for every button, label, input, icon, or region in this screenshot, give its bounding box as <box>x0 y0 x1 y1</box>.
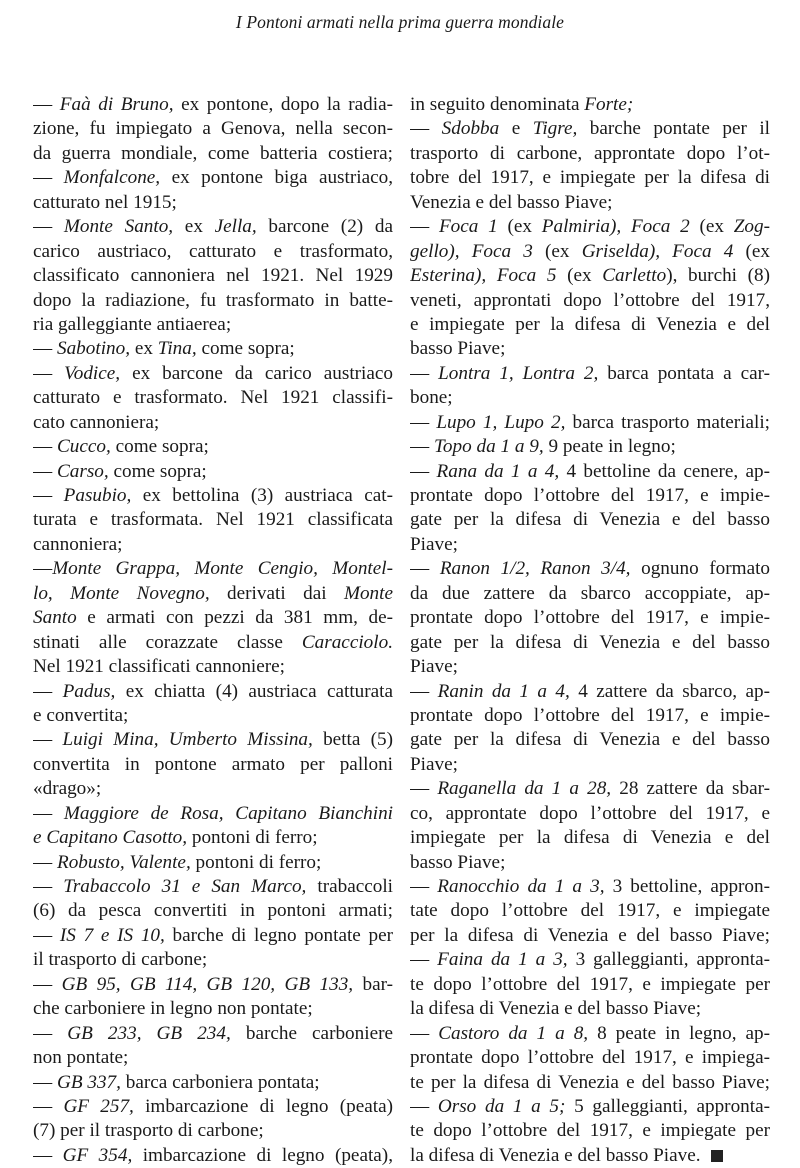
text-line <box>33 411 393 435</box>
text-line <box>410 875 770 899</box>
text-segment: pontoni di ferro; <box>187 827 318 849</box>
text-segment: 3 galleggianti, appronta- <box>567 949 770 971</box>
text-segment: — <box>33 485 64 506</box>
text-segment: betta (5) <box>312 729 393 751</box>
text-line <box>33 655 393 679</box>
text-line <box>410 1144 770 1168</box>
text-line <box>33 631 393 655</box>
text-segment: 4 bettoline da cenere, ap- <box>559 460 770 482</box>
text-line <box>410 899 770 923</box>
italic-segment: Caracciolo. <box>301 631 393 653</box>
text-line <box>410 264 770 288</box>
text-segment: turata e trasformata. Nel 1921 classificata <box>33 509 393 531</box>
italic-segment: Sdobba <box>441 118 500 140</box>
text-line <box>33 875 393 899</box>
text-line <box>410 948 770 972</box>
text-line <box>33 264 393 288</box>
text-segment: barche di legno pontate per <box>164 924 393 946</box>
text-line <box>33 435 393 459</box>
text-segment: — <box>410 362 439 384</box>
text-segment: Nel 1921 classificati cannoniere; <box>33 656 286 678</box>
text-line <box>33 93 393 117</box>
text-line <box>33 1046 393 1070</box>
text-segment: — <box>33 1095 64 1117</box>
end-of-article-square-icon <box>711 1150 723 1162</box>
text-segment: — <box>410 1022 439 1044</box>
text-line <box>410 142 770 166</box>
text-segment: carico austriaco, catturato e trasformato, <box>33 240 393 262</box>
italic-segment: Castoro da 1 a 8, <box>438 1022 589 1044</box>
text-segment: imbarcazione di legno (peata) <box>133 1095 393 1117</box>
italic-segment: Cucco, <box>56 436 111 458</box>
text-segment: co, approntate dopo l’ottobre del 1917, e <box>410 802 770 824</box>
text-segment: ex <box>173 216 215 238</box>
italic-segment: Tina, <box>157 338 197 360</box>
text-line <box>410 337 770 361</box>
italic-segment: Monfalcone, <box>63 167 161 189</box>
text-line <box>410 484 770 508</box>
text-line <box>410 826 770 850</box>
italic-segment: gello), Foca 3 <box>410 240 533 262</box>
running-head: I Pontoni armati nella prima guerra mondiale <box>235 12 565 32</box>
text-segment: Venezia e del basso Piave; <box>410 191 613 213</box>
text-line <box>33 240 393 264</box>
text-line <box>33 826 393 850</box>
text-segment: derivati dai <box>209 582 344 604</box>
text-segment: trabaccoli <box>306 876 393 897</box>
text-segment: pontoni di ferro; <box>190 851 322 873</box>
italic-segment: Carletto <box>602 265 667 287</box>
text-line <box>410 631 770 655</box>
italic-segment: Lupo 1, Lupo 2, <box>436 411 566 433</box>
text-segment: prontate dopo l’ottobre del 1917, e impie- <box>410 607 770 629</box>
text-segment: — <box>33 1022 68 1044</box>
text-line <box>410 1095 770 1119</box>
text-line <box>33 704 393 728</box>
text-line <box>33 753 393 777</box>
italic-segment: Raganella da 1 a 28, <box>437 778 612 800</box>
text-segment: imbarcazione di legno (peata), <box>132 1144 393 1166</box>
text-segment: barca pontata a car- <box>598 362 770 384</box>
text-line <box>410 191 770 215</box>
text-segment: (ex <box>733 240 770 262</box>
italic-segment: e Capitano Casotto, <box>33 827 188 849</box>
italic-segment: Robusto, Valente, <box>56 851 191 873</box>
text-segment: da due zattere da sbarco accoppiate, ap- <box>410 582 770 604</box>
italic-segment: GB 95, GB 114, GB 120, GB 133, <box>61 973 354 995</box>
text-segment: ex barcone da carico austriaco <box>120 362 393 384</box>
italic-segment: Ranon 1/2, Ranon 3/4, <box>439 558 631 580</box>
text-line <box>410 117 770 141</box>
text-segment: — <box>33 216 64 238</box>
text-line <box>33 777 393 801</box>
text-line <box>33 215 393 239</box>
text-line <box>410 655 770 679</box>
italic-segment: Luigi Mina, Umberto Missina, <box>62 729 313 751</box>
text-line <box>33 337 393 361</box>
italic-segment: Monte Grappa, Monte Cengio, Montel- <box>52 558 393 580</box>
italic-segment: Griselda), Foca 4 <box>581 240 734 262</box>
italic-segment: Padus, <box>62 680 116 702</box>
text-line <box>33 533 393 557</box>
text-segment: in seguito denominata <box>410 94 585 115</box>
italic-segment: Monte <box>343 582 393 604</box>
text-segment: stinati alle corazzate classe <box>33 631 302 653</box>
text-segment: ex pontone, dopo la radia- <box>173 94 393 115</box>
italic-segment: GB 337, <box>56 1071 121 1093</box>
text-line <box>410 1119 770 1143</box>
text-segment: veneti, approntati dopo l’ottobre del 1917, <box>410 289 770 311</box>
text-segment: te per la difesa di Venezia e del basso Piave; <box>410 1071 770 1093</box>
text-line <box>33 1095 393 1119</box>
text-line <box>410 411 770 435</box>
text-line <box>410 582 770 606</box>
text-line <box>33 362 393 386</box>
text-segment: cannoniera; <box>33 533 123 555</box>
text-segment: (6) da pesca convertiti in pontoni armati; <box>33 900 393 922</box>
text-line <box>410 606 770 630</box>
text-line <box>33 289 393 313</box>
italic-segment: GB 233, GB 234, <box>67 1022 231 1044</box>
italic-segment: Sabotino, <box>56 338 131 360</box>
text-line <box>33 582 393 606</box>
text-line <box>33 142 393 166</box>
text-segment: Piave; <box>410 533 458 555</box>
text-segment: — <box>33 460 57 482</box>
text-line <box>33 899 393 923</box>
text-line <box>33 557 393 581</box>
text-segment: — <box>410 680 438 702</box>
text-segment: 5 galleggianti, appronta- <box>565 1095 770 1117</box>
text-segment: tobre del 1917, e impiegate per la difesa di <box>410 167 770 189</box>
italic-segment: Carso, <box>56 460 109 482</box>
text-line <box>33 924 393 948</box>
text-line <box>410 997 770 1021</box>
text-segment: gate per la difesa di Venezia e del basso <box>410 729 770 751</box>
text-segment: barcone (2) da <box>256 216 393 238</box>
text-segment: — <box>410 460 437 482</box>
text-segment: — <box>33 851 57 873</box>
text-segment: prontate dopo l’ottobre del 1917, e impie- <box>410 704 770 726</box>
text-segment: come sopra; <box>196 338 295 360</box>
text-segment: cato cannoniera; <box>33 411 160 433</box>
text-line <box>33 166 393 190</box>
text-line <box>33 680 393 704</box>
text-segment: — <box>33 729 63 751</box>
text-segment: barca trasporto materiali; <box>565 411 770 433</box>
italic-segment: Pasubio, <box>63 485 132 506</box>
text-segment: prontate dopo l’ottobre del 1917, e impiega- <box>410 1047 770 1069</box>
text-segment: (ex <box>689 216 734 238</box>
text-segment: (ex <box>497 216 542 238</box>
text-segment: — <box>33 802 64 824</box>
italic-segment: Rana da 1 a 4, <box>436 460 560 482</box>
text-segment: 8 peate in legno, ap- <box>588 1022 770 1044</box>
text-line <box>33 191 393 215</box>
text-segment: te dopo l’ottobre del 1917, e impiegate per <box>410 973 770 995</box>
text-segment: — <box>410 216 439 238</box>
text-segment: ria galleggiante antiaerea; <box>33 313 232 335</box>
text-line <box>410 777 770 801</box>
text-segment: e <box>499 118 533 140</box>
text-segment: non pontate; <box>33 1047 129 1069</box>
text-segment: dopo la radiazione, fu trasformato in batte- <box>33 289 393 311</box>
text-line <box>33 1071 393 1095</box>
text-segment: — <box>33 680 63 702</box>
text-segment: che carboniere in legno non pontate; <box>33 998 313 1020</box>
text-segment: zione, fu impiegato a Genova, nella secon- <box>33 118 393 140</box>
text-segment: convertita in pontone armato per palloni <box>33 753 393 775</box>
text-segment: ex chiatta (4) austriaca catturata <box>115 680 393 702</box>
text-line <box>33 948 393 972</box>
text-segment: da guerra mondiale, come batteria costiera; <box>33 142 393 164</box>
italic-segment: Foca 1 <box>438 216 498 238</box>
text-segment: prontate dopo l’ottobre del 1917, e impie- <box>410 485 770 506</box>
text-segment: — <box>33 94 60 115</box>
italic-segment: GF 257, <box>63 1095 134 1117</box>
text-line <box>410 973 770 997</box>
text-line <box>410 386 770 410</box>
text-segment: — <box>33 1071 57 1093</box>
text-segment: gate per la difesa di Venezia e del basso <box>410 509 770 531</box>
text-segment: (ex <box>532 240 582 262</box>
text-segment: e armati con pezzi da 381 mm, de- <box>76 607 393 629</box>
italic-segment: Vodice, <box>64 362 121 384</box>
text-segment: ex <box>130 338 158 360</box>
text-line <box>33 973 393 997</box>
text-segment: — <box>410 778 438 800</box>
text-line <box>410 557 770 581</box>
text-segment: (ex <box>556 265 603 287</box>
text-segment: — <box>410 558 440 580</box>
text-segment: — <box>410 436 434 458</box>
text-segment: gate per la difesa di Venezia e del basso <box>410 631 770 653</box>
text-segment: la difesa di Venezia e del basso Piave; <box>410 998 702 1020</box>
text-segment: 28 zattere da sbar- <box>611 778 770 800</box>
text-line <box>33 386 393 410</box>
italic-segment: Monte Santo, <box>63 216 174 238</box>
text-segment: barche carboniere <box>230 1022 393 1044</box>
text-line <box>410 533 770 557</box>
italic-segment: Faà di Bruno, <box>59 94 174 115</box>
italic-segment: Zog- <box>733 216 770 238</box>
text-segment: e convertita; <box>33 704 129 726</box>
text-segment: «drago»; <box>33 778 102 800</box>
right-column <box>410 93 770 1168</box>
text-segment: come sopra; <box>108 460 207 482</box>
text-line <box>410 313 770 337</box>
text-line <box>410 851 770 875</box>
text-segment: — <box>410 876 438 897</box>
text-line <box>410 508 770 532</box>
text-line <box>410 1022 770 1046</box>
text-segment: impiegate per la difesa di Venezia e del <box>410 827 770 849</box>
text-segment: — <box>33 924 60 946</box>
text-line <box>33 117 393 141</box>
italic-segment: Forte; <box>584 94 634 115</box>
italic-segment: Maggiore de Rosa, Capitano Bianchini <box>63 802 393 824</box>
text-line <box>33 728 393 752</box>
text-segment: 4 zattere da sbarco, ap- <box>569 680 770 702</box>
text-segment: tate dopo l’ottobre del 1917, e impiegate <box>410 900 770 922</box>
text-line <box>33 997 393 1021</box>
text-segment: basso Piave; <box>410 851 506 873</box>
text-segment: — <box>410 949 438 971</box>
italic-segment: Palmiria), Foca 2 <box>541 216 690 238</box>
italic-segment: Topo da 1 a 9, <box>433 436 544 458</box>
text-line <box>33 1022 393 1046</box>
text-line <box>410 728 770 752</box>
text-line <box>33 1119 393 1143</box>
text-segment: — <box>410 411 437 433</box>
text-segment: e impiegate per la difesa di Venezia e del <box>410 313 770 335</box>
italic-segment: Lontra 1, Lontra 2, <box>438 362 599 384</box>
text-line <box>410 289 770 313</box>
text-segment: catturato e trasformato. Nel 1921 classifi- <box>33 387 393 409</box>
text-segment: come sopra; <box>110 436 209 458</box>
italic-segment: lo, Monte Novegno, <box>33 582 210 604</box>
text-segment: Piave; <box>410 753 458 775</box>
text-segment: — <box>33 338 57 360</box>
text-segment: ognuno formato <box>630 558 770 580</box>
italic-segment: Trabaccolo 31 e San Marco, <box>63 876 307 897</box>
text-line <box>33 606 393 630</box>
text-line <box>410 924 770 948</box>
text-segment: — <box>33 1144 63 1166</box>
text-line <box>410 802 770 826</box>
text-segment: — <box>410 118 442 140</box>
text-line <box>410 704 770 728</box>
text-segment: — <box>410 1095 438 1117</box>
italic-segment: Orso da 1 a 5; <box>437 1095 566 1117</box>
text-segment: ex pontone biga austriaco, <box>160 167 393 189</box>
text-segment: Piave; <box>410 656 458 678</box>
italic-segment: GF 354, <box>62 1144 133 1166</box>
italic-segment: Ranin da 1 a 4, <box>437 680 570 702</box>
text-segment: ex bettolina (3) austriaca cat- <box>131 485 393 506</box>
text-line <box>33 802 393 826</box>
text-segment: catturato nel 1915; <box>33 191 177 213</box>
italic-segment: Jella, <box>214 216 257 238</box>
text-line <box>410 1046 770 1070</box>
italic-segment: Santo <box>33 607 77 629</box>
text-segment: 9 peate in legno; <box>543 436 676 458</box>
text-segment: te dopo l’ottobre del 1917, e impiegate per <box>410 1120 770 1142</box>
text-line <box>410 1071 770 1095</box>
left-column <box>33 93 393 1168</box>
text-segment: 3 bettoline, appron- <box>604 876 770 897</box>
text-line <box>410 362 770 386</box>
text-segment: ), burchi (8) <box>666 265 770 287</box>
text-line <box>410 240 770 264</box>
text-segment: — <box>33 558 53 580</box>
text-segment: — <box>33 876 64 897</box>
text-line <box>33 1144 393 1168</box>
text-segment: basso Piave; <box>410 338 506 360</box>
text-segment: barca carboniera pontata; <box>120 1071 320 1093</box>
text-segment: il trasporto di carbone; <box>33 949 208 971</box>
italic-segment: Ranocchio da 1 a 3, <box>437 876 605 897</box>
text-line <box>33 460 393 484</box>
text-segment: la difesa di Venezia e del basso Piave. <box>410 1144 701 1166</box>
text-segment: bone; <box>410 387 453 409</box>
italic-segment: Esterina), Foca 5 <box>410 265 557 287</box>
text-line <box>410 166 770 190</box>
text-segment: — <box>33 973 62 995</box>
italic-segment: IS 7 e IS 10, <box>59 924 165 946</box>
text-line <box>410 435 770 459</box>
text-segment: classificato cannoniera nel 1921. Nel 1929 <box>33 265 393 287</box>
text-segment: — <box>33 362 65 384</box>
text-segment: — <box>33 167 64 189</box>
italic-segment: Tigre, <box>532 118 578 140</box>
text-line <box>410 460 770 484</box>
text-segment: (7) per il trasporto di carbone; <box>33 1120 264 1142</box>
text-line <box>410 93 770 117</box>
text-line <box>33 851 393 875</box>
text-line <box>410 680 770 704</box>
text-line <box>33 313 393 337</box>
text-segment: per la difesa di Venezia e del basso Piave; <box>410 924 770 946</box>
text-segment: barche pontate per il <box>577 118 770 140</box>
text-line <box>410 753 770 777</box>
text-line <box>410 215 770 239</box>
text-segment: — <box>33 436 57 458</box>
text-line <box>33 508 393 532</box>
text-line <box>33 484 393 508</box>
text-segment: bar- <box>353 973 393 995</box>
italic-segment: Faina da 1 a 3, <box>437 949 568 971</box>
text-segment: trasporto di carbone, approntate dopo l’ot- <box>410 142 770 164</box>
